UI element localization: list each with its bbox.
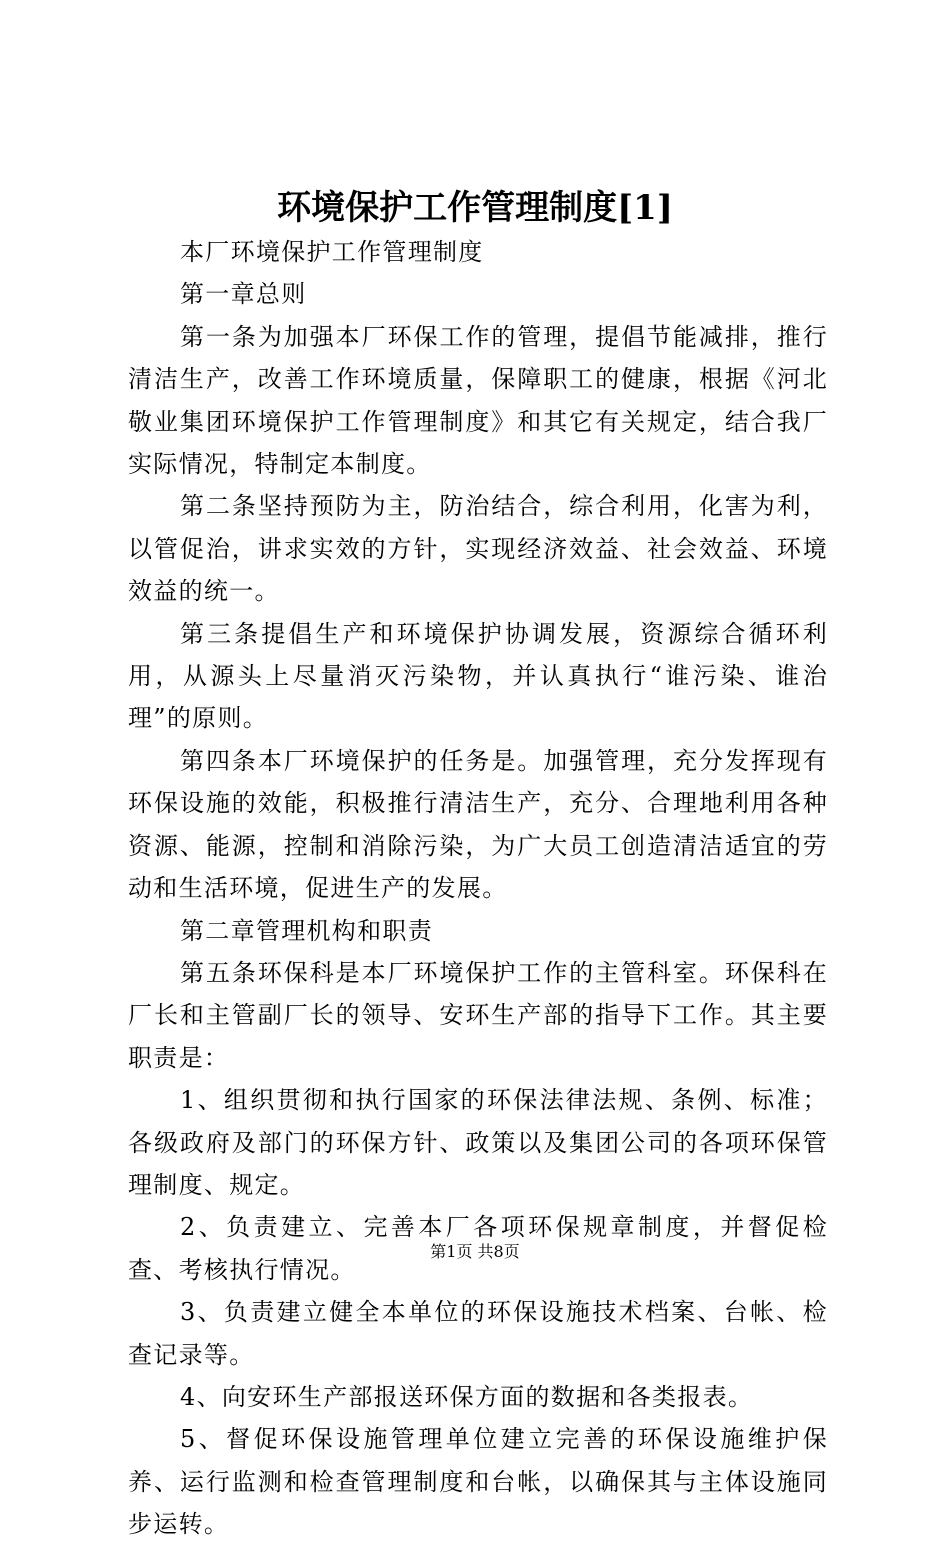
article-3: 第三条提倡生产和环境保护协调发展，资源综合循环利用，从源头上尽量消灭污染物，并认真执行“谁污染、谁治理”的原则。 <box>128 619 828 733</box>
chapter-1-heading: 第一章总则 <box>180 280 307 309</box>
article-1: 第一条为加强本厂环保工作的管理，提倡节能减排，推行清洁生产，改善工作环境质量，保障职工的健康，根据《河北敬业集团环境保护工作管理制度》和其它有关规定，结合我厂实际情况，特制定本制度。 <box>128 322 828 479</box>
duty-item-4: 4、向安环生产部报送环保方面的数据和各类报表。 <box>180 1382 754 1411</box>
document-title: 环境保护工作管理制度[1] <box>277 188 673 228</box>
article-4: 第四条本厂环境保护的任务是。加强管理，充分发挥现有环保设施的效能，积极推行清洁生产，充分、合理地利用各种资源、能源，控制和消除污染，为广大员工创造清洁适宜的劳动和生活环境，促进生产的发展。 <box>128 746 828 903</box>
article-5: 第五条环保科是本厂环境保护工作的主管科室。环保科在厂长和主管副厂长的领导、安环生产部的指导下工作。其主要职责是： <box>128 958 828 1072</box>
duty-item-1: 1、组织贯彻和执行国家的环保法律法规、条例、标准；各级政府及部门的环保方针、政策以及集团公司的各项环保管理制度、规定。 <box>128 1086 828 1199</box>
duty-item-3: 3、负责建立健全本单位的环保设施技术档案、台帐、检查记录等。 <box>128 1298 828 1369</box>
duty-item-2: 2、负责建立、完善本厂各项环保规章制度，并督促检查、考核执行情况。 <box>128 1213 828 1284</box>
page-number-footer: 第1页 共8页 <box>430 1242 520 1261</box>
chapter-2-heading: 第二章管理机构和职责 <box>180 916 433 945</box>
duty-item-5: 5、督促环保设施管理单位建立完善的环保设施维护保养、运行监测和检查管理制度和台帐，以确保其与主体设施同步运转。 <box>128 1425 828 1539</box>
article-2: 第二条坚持预防为主，防治结合，综合利用，化害为利，以管促治，讲求实效的方针，实现经济效益、社会效益、环境效益的统一。 <box>128 492 828 606</box>
paragraph-heading: 本厂环境保护工作管理制度 <box>180 238 484 266</box>
document-body <box>128 231 828 1546</box>
